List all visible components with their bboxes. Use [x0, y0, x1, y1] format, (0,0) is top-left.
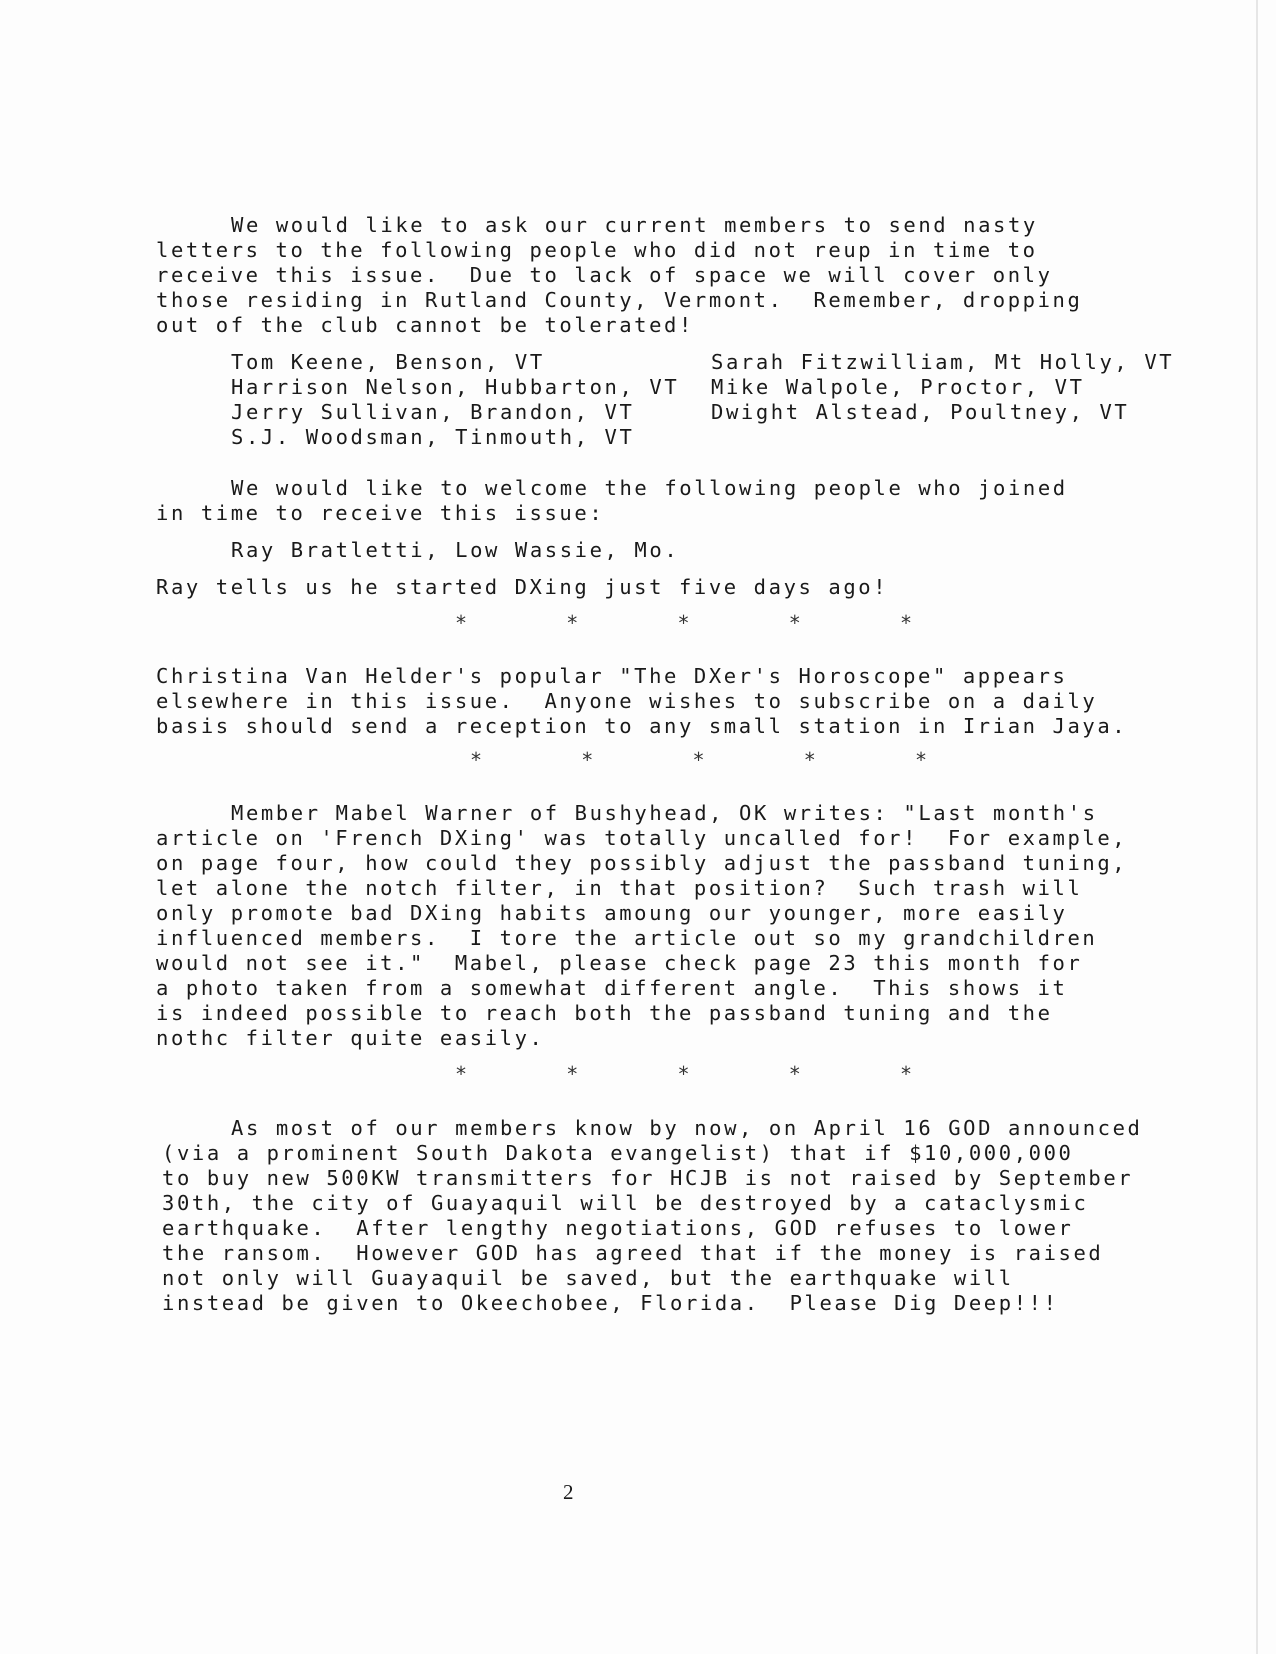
p5-line-4: 30th, the city of Guayaquil will be destroyed by a cataclysmic [162, 1191, 1089, 1215]
p4-line-7: would not see it." Mabel, please check page 23 this month for [156, 951, 1083, 975]
p1-line-4: those residing in Rutland County, Vermont. Remember, dropping [156, 288, 1083, 312]
p4-line-1: Member Mabel Warner of Bushyhead, OK writes: "Last month's [231, 801, 1098, 825]
page-number: 2 [563, 1480, 574, 1504]
p1-line-3: receive this issue. Due to lack of space we will cover only [156, 263, 1053, 287]
page-edge-shadow [1256, 0, 1258, 1654]
p4-line-6: influenced members. I tore the article out so my grandchildren [156, 926, 1098, 950]
p5-line-5: earthquake. After lengthy negotiations, GOD refuses to lower [162, 1216, 1074, 1240]
p4-line-8: a photo taken from a somewhat different angle. This shows it [156, 976, 1068, 1000]
dropped-member: Mike Walpole, Proctor, VT [711, 375, 1085, 399]
p1-line-2: letters to the following people who did not reup in time to [156, 238, 1038, 262]
separator-stars: * * * * * [455, 611, 919, 635]
p1-line-5: out of the club cannot be tolerated! [156, 313, 694, 337]
p5-line-2: (via a prominent South Dakota evangelist) that if $10,000,000 [162, 1141, 1074, 1165]
dropped-member: Jerry Sullivan, Brandon, VT [231, 400, 635, 424]
p3-line-1: Christina Van Helder's popular "The DXer's Horoscope" appears [156, 664, 1068, 688]
p5-line-7: not only will Guayaquil be saved, but the earthquake will [162, 1266, 1014, 1290]
ray-note: Ray tells us he started DXing just five days ago! [156, 575, 889, 599]
p5-line-3: to buy new 500KW transmitters for HCJB is not raised by September [162, 1166, 1134, 1190]
p2-line-2: in time to receive this issue: [156, 501, 605, 525]
p3-line-3: basis should send a reception to any small station in Irian Jaya. [156, 714, 1128, 738]
dropped-member: S.J. Woodsman, Tinmouth, VT [231, 425, 635, 449]
dropped-member: Harrison Nelson, Hubbarton, VT [231, 375, 680, 399]
p5-line-8: instead be given to Okeechobee, Florida. Please Dig Deep!!! [162, 1291, 1059, 1315]
p5-line-6: the ransom. However GOD has agreed that if the money is raised [162, 1241, 1104, 1265]
new-member: Ray Bratletti, Low Wassie, Mo. [231, 538, 680, 562]
dropped-member: Dwight Alstead, Poultney, VT [711, 400, 1130, 424]
separator-stars: * * * * * [455, 1062, 919, 1086]
p4-line-4: let alone the notch filter, in that position? Such trash will [156, 876, 1083, 900]
p3-line-2: elsewhere in this issue. Anyone wishes to subscribe on a daily [156, 689, 1098, 713]
separator-stars: * * * * * [470, 748, 934, 772]
p4-line-10: nothc filter quite easily. [156, 1026, 545, 1050]
p4-line-9: is indeed possible to reach both the passband tuning and the [156, 1001, 1053, 1025]
p4-line-2: article on 'French DXing' was totally uncalled for! For example, [156, 826, 1128, 850]
dropped-member: Tom Keene, Benson, VT [231, 350, 545, 374]
p4-line-5: only promote bad DXing habits amoung our younger, more easily [156, 901, 1068, 925]
p4-line-3: on page four, how could they possibly adjust the passband tuning, [156, 851, 1128, 875]
p1-line-1: We would like to ask our current members to send nasty [231, 213, 1038, 237]
p2-line-1: We would like to welcome the following people who joined [231, 476, 1068, 500]
p5-line-1: As most of our members know by now, on April 16 GOD announced [231, 1116, 1143, 1140]
dropped-member: Sarah Fitzwilliam, Mt Holly, VT [711, 350, 1175, 374]
